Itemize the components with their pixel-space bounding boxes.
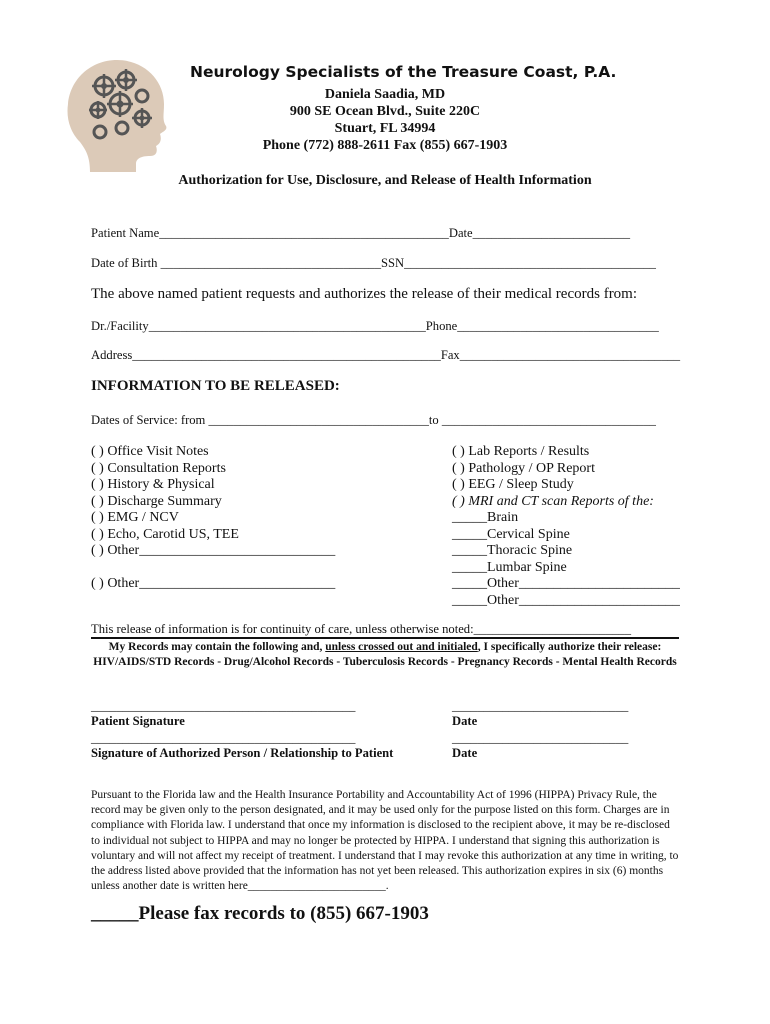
checkbox-discharge-summary[interactable]: ( ) Discharge Summary — [91, 493, 222, 509]
checkbox-eeg-sleep[interactable]: ( ) EEG / Sleep Study — [452, 477, 574, 492]
date-label-2: Date — [452, 746, 478, 760]
info-to-release-heading: INFORMATION TO BE RELEASED: — [91, 378, 340, 394]
scan-brain[interactable]: _____Brain — [452, 510, 519, 525]
checkbox-other-2[interactable]: ( ) Other____________________________ — [91, 576, 336, 591]
legal-text: Pursuant to the Florida law and the Health Insurance Portability and Accountability Act of 1996 (HIPPA) Privacy Rule, the record may be given only to the person designated, and it may be used only for the purpose listed on this form. Charges are in compliance with Florida law. I understand that once my information is disclosed to the recipient above, it may be re-disclosed to individual not subject to HIPPA and may no longer be protected by HIPPA. I understand that signing this authorization is voluntary and will not affect my receipt of treatment. I understand that I may revoke this authorization at any time in writing, to the address listed above provided that the information has not yet been released. This authorization expires in six (6) months unless another date is written here________________________. — [91, 789, 679, 893]
facility-phone-field[interactable]: Dr./Facility____________________________________________Phone________________________________ — [91, 319, 659, 333]
left-checklist — [91, 444, 335, 593]
dates-of-service-field[interactable]: Dates of Service: from ___________________________________to __________________________________ — [91, 413, 656, 427]
right-checklist — [452, 444, 680, 609]
dob-ssn-field[interactable]: Date of Birth ___________________________________SSN________________________________________ — [91, 256, 656, 270]
scan-lumbar-spine[interactable]: _____Lumbar Spine — [452, 559, 567, 575]
records-note-part1: My Records may contain the following and, — [108, 641, 326, 653]
patient-name-field[interactable]: Patient Name______________________________________________Date_________________________ — [91, 226, 631, 240]
checkbox-consultation-reports[interactable]: ( ) Consultation Reports — [91, 460, 226, 476]
checkbox-echo-carotid[interactable]: ( ) Echo, Carotid US, TEE — [91, 526, 239, 542]
records-note-part2: , I specifically authorize their release: — [477, 641, 662, 653]
legal-disclaimer — [91, 788, 679, 894]
doctor-name: Daniela Saadia, MD — [324, 87, 446, 102]
head-with-gears-icon — [62, 52, 172, 177]
scan-thoracic-spine[interactable]: _____Thoracic Spine — [452, 543, 573, 558]
checkbox-lab-reports[interactable]: ( ) Lab Reports / Results — [452, 444, 590, 459]
release-intro: The above named patient requests and authorizes the release of their medical records from: — [91, 286, 638, 302]
checkbox-pathology-op[interactable]: ( ) Pathology / OP Report — [452, 460, 595, 476]
date-label-1: Date — [452, 714, 478, 728]
address-fax-field[interactable]: Address_________________________________________________Fax___________________________________ — [91, 348, 681, 362]
records-note-underlined: unless crossed out and initialed — [325, 641, 478, 653]
checkbox-other-1[interactable]: ( ) Other____________________________ — [91, 543, 336, 558]
practice-city: Stuart, FL 34994 — [334, 121, 436, 136]
authorized-signature-label: Signature of Authorized Person / Relationship to Patient — [91, 746, 394, 760]
fax-records-instruction: _____Please fax records to (855) 667-1903 — [91, 903, 429, 924]
date-line-1[interactable]: ____________________________ — [452, 699, 629, 713]
checkbox-office-visit-notes[interactable]: ( ) Office Visit Notes — [91, 444, 209, 459]
patient-signature-line[interactable]: __________________________________________ — [91, 699, 356, 713]
practice-address: 900 SE Ocean Blvd., Suite 220C — [289, 104, 481, 119]
scan-cervical-spine[interactable]: _____Cervical Spine — [452, 526, 570, 542]
form-title: Authorization for Use, Disclosure, and Release of Health Information — [178, 173, 592, 188]
authorized-signature-line[interactable]: __________________________________________ — [91, 731, 356, 745]
date-line-2[interactable]: ____________________________ — [452, 731, 629, 745]
checkbox-history-physical[interactable]: ( ) History & Physical — [91, 477, 215, 492]
records-note-categories: HIV/AIDS/STD Records - Drug/Alcohol Records - Tuberculosis Records - Pregnancy Records - Mental Health Records — [93, 656, 677, 668]
continuity-note-field[interactable]: This release of information is for continuity of care, unless otherwise noted:_________________________ — [91, 622, 632, 636]
divider — [91, 637, 679, 639]
practice-name: Neurology Specialists of the Treasure Coast, P.A. — [190, 63, 617, 81]
checkbox-mri-ct[interactable]: ( ) MRI and CT scan Reports of the: — [452, 493, 654, 509]
scan-other-1[interactable]: _____Other_______________________ — [452, 576, 680, 591]
patient-signature-label: Patient Signature — [91, 714, 185, 728]
practice-phone: Phone (772) 888-2611 Fax (855) 667-1903 — [262, 138, 508, 153]
sensitive-records-note — [91, 640, 679, 670]
scan-other-2[interactable]: _____Other_______________________ — [452, 592, 680, 608]
checkbox-emg-ncv[interactable]: ( ) EMG / NCV — [91, 510, 179, 525]
